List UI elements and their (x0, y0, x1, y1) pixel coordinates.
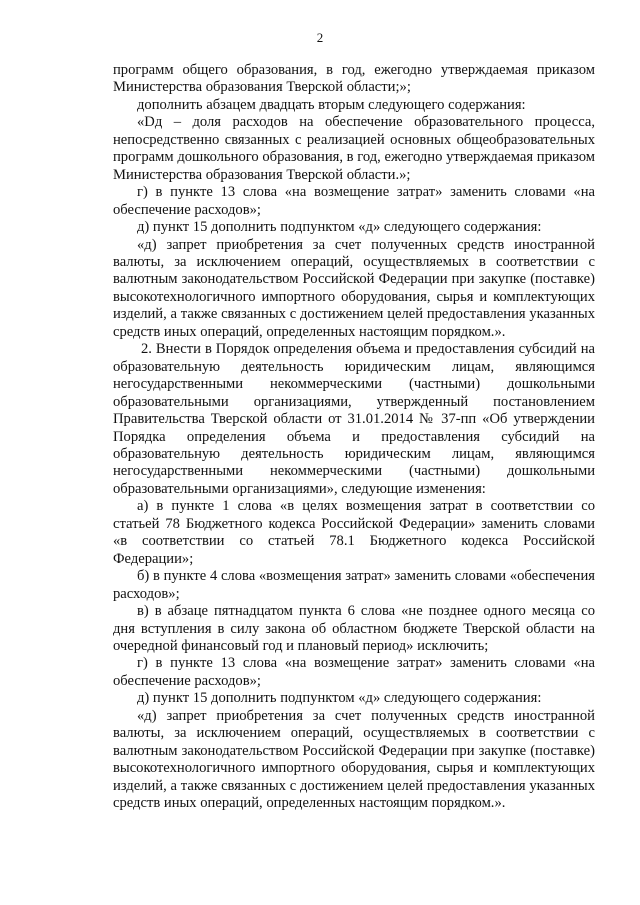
paragraph-3: «Dд – доля расходов на обеспечение образовательного процесса, непосредственно связанных с реализацией основных общеобразовательных программ дошкольного образования, в год, ежегодно утверждаемая приказом Министерства образования Тверской области.»; (113, 114, 595, 183)
page-number: 2 (316, 30, 324, 45)
paragraph-10: в) в абзаце пятнадцатом пункта 6 слова «не позднее одного месяца со дня вступления в силу закона об областном бюджете Тверской области на очередной финансовый год и плановый период» исключить; (113, 603, 595, 654)
paragraph-4: г) в пункте 13 слова «на возмещение затрат» заменить словами «на обеспечение расходов»; (113, 184, 595, 218)
paragraph-6: «д) запрет приобретения за счет полученных средств иностранной валюты, за исключением операций, осуществляемых в соответствии с валютным законодательством Российской Федерации при закупке (поставке) высокотехнологичного импортного оборудования, сырья и комплектующих изделий, а также связанных с достижением целей предоставления указанных средств иных операций, определенных настоящим порядком.». (113, 236, 595, 340)
paragraph-13: «д) запрет приобретения за счет полученных средств иностранной валюты, за исключением операций, осуществляемых в соответствии с валютным законодательством Российской Федерации при закупке (поставке) высокотехнологичного импортного оборудования, сырья и комплектующих изделий, а также связанных с достижением целей предоставления указанных средств иных операций, определенных настоящим порядком.». (113, 707, 595, 812)
document-body (113, 62, 595, 812)
paragraph-9: б) в пункте 4 слова «возмещения затрат» заменить словами «обеспечения расходов»; (113, 568, 595, 602)
paragraph-11: г) в пункте 13 слова «на возмещение затрат» заменить словами «на обеспечение расходов»; (113, 655, 595, 689)
paragraph-8: а) в пункте 1 слова «в целях возмещения затрат в соответствии со статьей 78 Бюджетного кодекса Российской Федерации» заменить словами «в соответствии со статьей 78.1 Бюджетного кодекса Российской Федерации»; (113, 498, 595, 567)
paragraph-1: программ общего образования, в год, ежегодно утверждаемая приказом Министерства образования Тверской области;»; (113, 62, 595, 96)
paragraph-7: 2. Внести в Порядок определения объема и предоставления субсидий на образовательную деятельность юридическим лицам, являющимся негосударственными некоммерческими (частными) дошкольными образовательными организациями, утвержденный постановлением Правительства Тверской области от 31.01.2014 № 37-пп «Об утверждении Порядка определения объема и предоставления субсидий на образовательную деятельность юридическим лицам, являющимся негосударственными некоммерческими (частными) дошкольными образовательными организациями», следующие изменения: (113, 341, 595, 497)
paragraph-12: д) пункт 15 дополнить подпунктом «д» следующего содержания: (137, 690, 542, 707)
paragraph-5: д) пункт 15 дополнить подпунктом «д» следующего содержания: (137, 219, 542, 236)
paragraph-2: дополнить абзацем двадцать вторым следующего содержания: (137, 96, 526, 113)
